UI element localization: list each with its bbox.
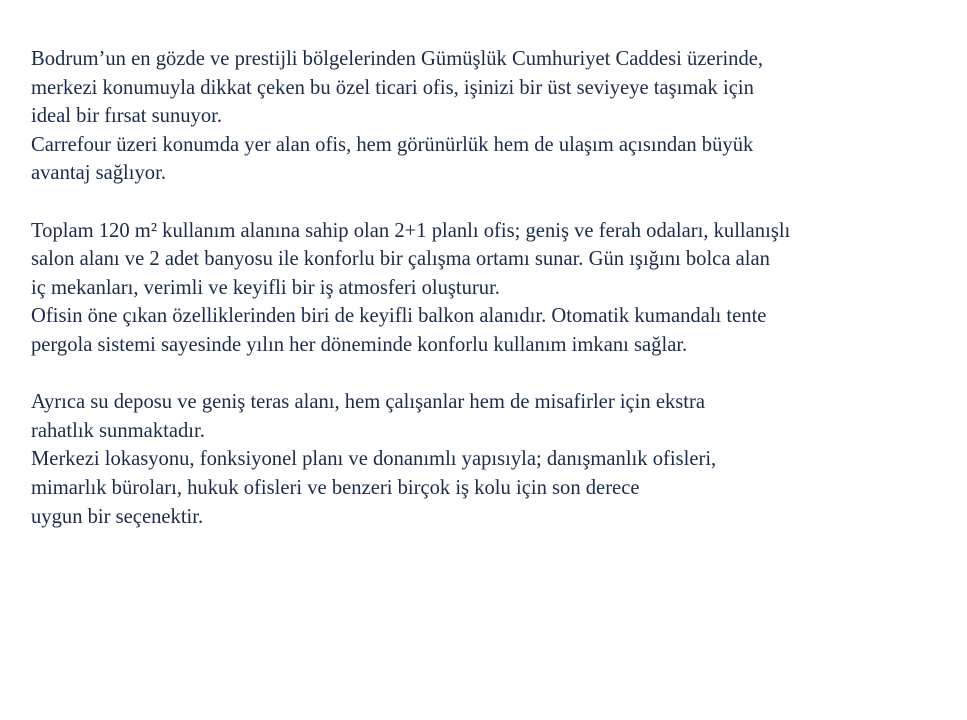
paragraph-spacer	[31, 360, 967, 389]
text-line: ideal bir fırsat sunuyor.	[31, 105, 223, 128]
paragraph-spacer	[31, 188, 967, 217]
text-line: Ofisin öne çıkan özelliklerinden biri de keyifli balkon alanıdır. Otomatik kumandalı tente	[31, 305, 767, 328]
text-line: Bodrum’un en gözde ve prestijli bölgelerinden Gümüşlük Cumhuriyet Caddesi üzerinde,	[31, 48, 764, 70]
text-line: rahatlık sunmaktadır.	[31, 419, 205, 442]
text-line: Ayrıca su deposu ve geniş teras alanı, hem çalışanlar hem de misafirler için ekstra	[31, 391, 706, 414]
text-line: pergola sistemi sayesinde yılın her döneminde konforlu kullanım imkanı sağlar.	[31, 333, 688, 356]
text-line: merkezi konumuyla dikkat çeken bu özel ticari ofis, işinizi bir üst seviyeye taşımak için	[31, 76, 754, 99]
text-line: iç mekanları, verimli ve keyifli bir iş atmosferi oluşturur.	[31, 276, 500, 299]
paragraph-features	[31, 217, 967, 360]
text-line: mimarlık büroları, hukuk ofisleri ve benzeri birçok iş kolu için son derece	[31, 476, 640, 499]
document-body	[31, 45, 967, 531]
text-line: Merkezi lokasyonu, fonksiyonel planı ve donanımlı yapısıyla; danışmanlık ofisleri,	[31, 448, 717, 471]
paragraph-location	[31, 45, 967, 188]
paragraph-extras	[31, 388, 967, 531]
text-line: avantaj sağlıyor.	[31, 162, 166, 185]
text-line: Toplam 120 m² kullanım alanına sahip olan 2+1 planlı ofis; geniş ve ferah odaları, kullanışlı	[31, 219, 791, 242]
text-line: salon alanı ve 2 adet banyosu ile konforlu bir çalışma ortamı sunar. Gün ışığını bolca alan	[31, 248, 770, 271]
text-line: Carrefour üzeri konumda yer alan ofis, hem görünürlük hem de ulaşım açısından büyük	[31, 133, 754, 156]
text-line: uygun bir seçenektir.	[31, 505, 204, 528]
